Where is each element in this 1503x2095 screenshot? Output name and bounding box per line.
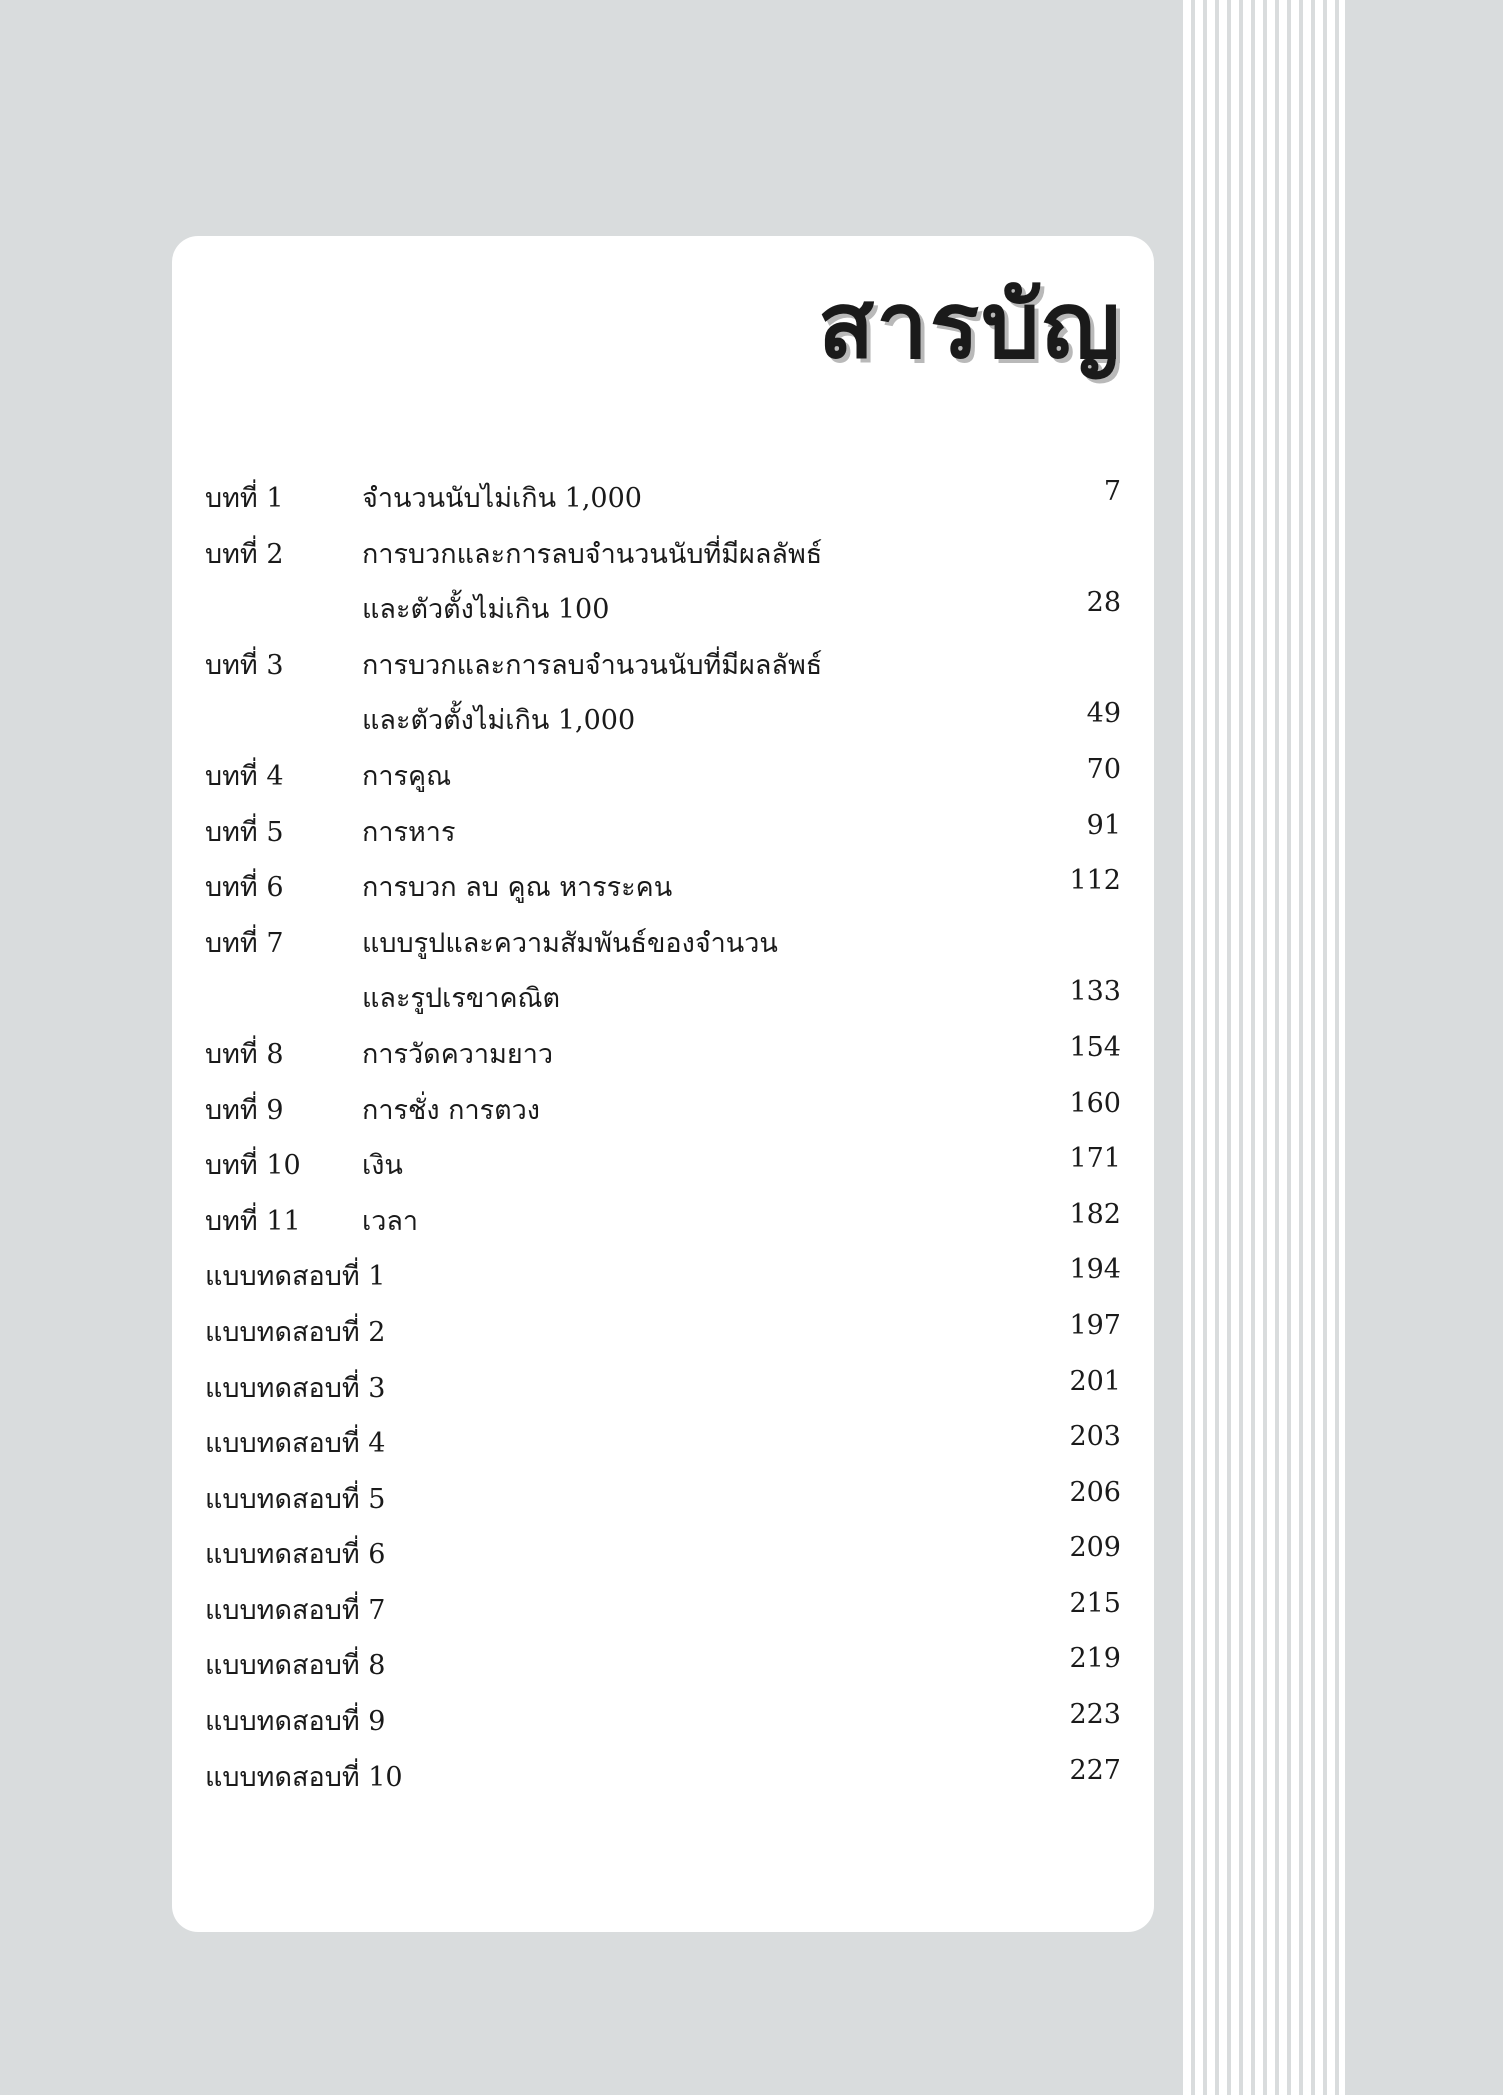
toc-chapter-label: บทที่ 7 xyxy=(205,927,284,959)
toc-chapter-label: บทที่ 2 xyxy=(205,538,284,570)
toc-card xyxy=(172,236,1154,1932)
toc-page-number: 70 xyxy=(1086,753,1121,785)
toc-chapter-label: บทที่ 4 xyxy=(205,760,284,792)
toc-chapter-label: แบบทดสอบที่ 9 xyxy=(205,1706,386,1738)
toc-page-number: 171 xyxy=(1069,1143,1121,1175)
page-title: สารบัญ xyxy=(817,272,1122,379)
toc-row xyxy=(205,686,1121,742)
toc-page-number: 7 xyxy=(1103,476,1121,507)
toc-row xyxy=(205,909,1121,965)
toc-row xyxy=(205,1409,1121,1465)
toc-page-number: 133 xyxy=(1069,976,1121,1008)
toc-entry-title: จำนวนนับไม่เกิน 1,000 xyxy=(362,483,642,514)
toc-row xyxy=(205,1242,1121,1298)
toc-page-number: 201 xyxy=(1069,1365,1121,1397)
toc-row xyxy=(205,1576,1121,1632)
toc-page-number: 49 xyxy=(1086,698,1121,730)
toc-chapter-label: บทที่ 10 xyxy=(205,1150,301,1182)
toc-page-number: 227 xyxy=(1069,1754,1121,1786)
toc-row xyxy=(205,1354,1121,1410)
toc-entry-title: การบวก ลบ คูณ หารระคน xyxy=(362,872,673,904)
toc-page-number: 28 xyxy=(1086,587,1121,619)
toc-row xyxy=(205,1076,1121,1132)
toc-page-number: 206 xyxy=(1069,1476,1121,1508)
toc-row xyxy=(205,1631,1121,1687)
toc-page-number: 194 xyxy=(1069,1254,1121,1286)
toc-row xyxy=(205,853,1121,909)
toc-entry-title: การวัดความยาว xyxy=(362,1038,554,1070)
toc-chapter-label: บทที่ 5 xyxy=(205,816,284,848)
toc-page-number: 112 xyxy=(1069,865,1121,897)
toc-row xyxy=(205,1131,1121,1187)
toc-page-number: 197 xyxy=(1069,1309,1121,1341)
toc-chapter-label: แบบทดสอบที่ 1 xyxy=(205,1261,386,1293)
toc-chapter-label: แบบทดสอบที่ 8 xyxy=(205,1650,386,1682)
toc-row xyxy=(205,1020,1121,1076)
toc-entry-title: และตัวตั้งไม่เกิน 1,000 xyxy=(362,705,636,737)
toc-page-number: 215 xyxy=(1069,1587,1121,1619)
toc-page-number: 160 xyxy=(1069,1087,1121,1119)
toc-chapter-label: บทที่ 11 xyxy=(205,1205,301,1237)
toc-chapter-label: แบบทดสอบที่ 7 xyxy=(205,1594,386,1626)
toc-row xyxy=(205,1743,1121,1799)
toc-chapter-label: แบบทดสอบที่ 5 xyxy=(205,1483,386,1515)
toc-chapter-label: บทที่ 6 xyxy=(205,872,284,904)
toc-row xyxy=(205,1520,1121,1576)
toc-row xyxy=(205,1687,1121,1743)
toc-entry-title: การคูณ xyxy=(362,760,452,792)
toc-chapter-label: บทที่ 9 xyxy=(205,1094,284,1126)
toc-row xyxy=(205,575,1121,631)
toc-entry-title: การหาร xyxy=(362,816,456,848)
toc-page-number: 209 xyxy=(1069,1532,1121,1564)
toc-page-number: 91 xyxy=(1086,809,1121,841)
toc-chapter-label: บทที่ 8 xyxy=(205,1038,284,1070)
toc-row xyxy=(205,1187,1121,1243)
toc-chapter-label: แบบทดสอบที่ 10 xyxy=(205,1761,403,1793)
toc-row xyxy=(205,520,1121,576)
toc-row xyxy=(205,798,1121,854)
toc-entry-title: เวลา xyxy=(362,1205,419,1237)
toc-row xyxy=(205,631,1121,687)
toc-row xyxy=(205,1298,1121,1354)
toc-chapter-label: บทที่ 3 xyxy=(205,649,284,681)
toc-row xyxy=(205,964,1121,1020)
toc-chapter-label: แบบทดสอบที่ 6 xyxy=(205,1539,386,1571)
toc-entry-title: และรูปเรขาคณิต xyxy=(362,983,561,1015)
toc-chapter-label: บทที่ 1 xyxy=(205,483,284,514)
toc-entry-title: เงิน xyxy=(362,1150,403,1182)
toc-chapter-label: แบบทดสอบที่ 4 xyxy=(205,1428,386,1460)
toc-page-number: 219 xyxy=(1069,1643,1121,1675)
toc-entry-title: และตัวตั้งไม่เกิน 100 xyxy=(362,594,610,626)
toc-chapter-label: แบบทดสอบที่ 3 xyxy=(205,1372,386,1404)
toc-row xyxy=(205,464,1121,520)
toc-entry-title: การบวกและการลบจำนวนนับที่มีผลลัพธ์ xyxy=(362,538,823,570)
toc-entry-title: การชั่ง การตวง xyxy=(362,1094,540,1126)
toc-page-number: 182 xyxy=(1069,1198,1121,1230)
decorative-stripes xyxy=(1183,0,1345,2095)
toc-entry-title: แบบรูปและความสัมพันธ์ของจำนวน xyxy=(362,927,778,959)
toc-page-number: 154 xyxy=(1069,1031,1121,1063)
toc-page-number: 223 xyxy=(1069,1699,1121,1731)
toc-row xyxy=(205,742,1121,798)
toc-page-number: 203 xyxy=(1069,1421,1121,1453)
toc-entry-title: การบวกและการลบจำนวนนับที่มีผลลัพธ์ xyxy=(362,649,823,681)
toc-row xyxy=(205,1465,1121,1521)
toc-list xyxy=(205,464,1121,1798)
toc-chapter-label: แบบทดสอบที่ 2 xyxy=(205,1316,386,1348)
